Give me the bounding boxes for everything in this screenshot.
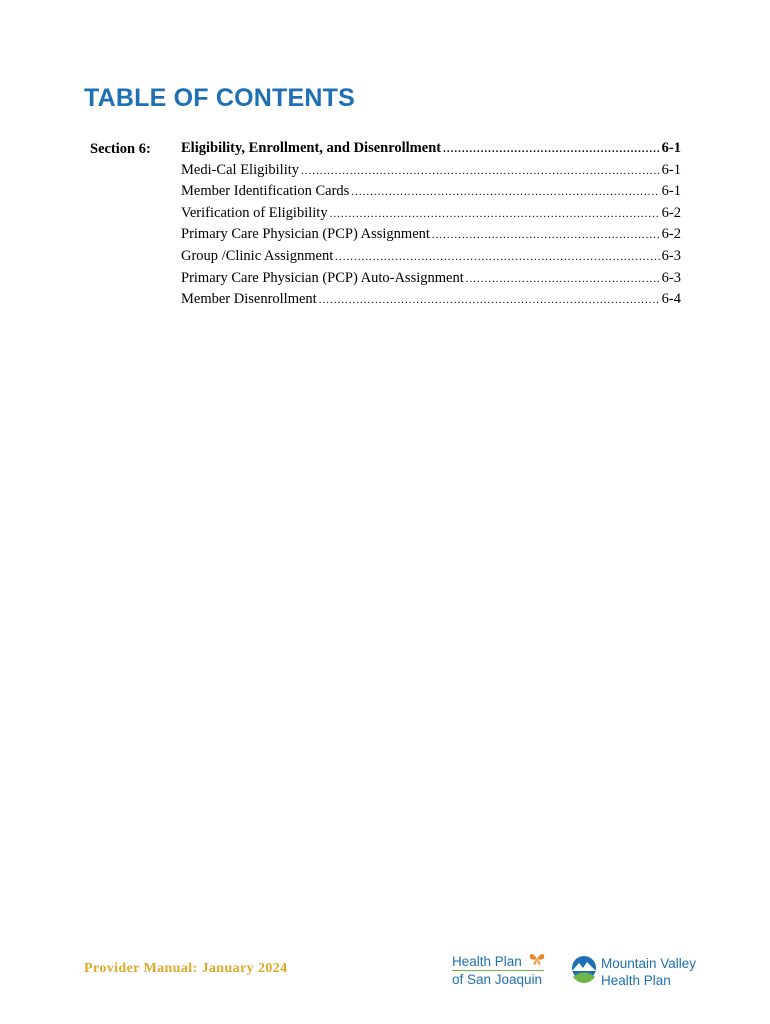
toc-entry[interactable] bbox=[181, 162, 681, 184]
toc-entry-label: Member Disenrollment bbox=[181, 291, 317, 308]
toc-entry-page: 6-1 bbox=[661, 140, 681, 156]
hpsj-logo bbox=[452, 950, 552, 990]
dot-leader bbox=[319, 294, 660, 306]
toc-entry[interactable] bbox=[181, 248, 681, 270]
toc-entry-page: 6-4 bbox=[661, 291, 681, 308]
mvhp-logo bbox=[570, 953, 700, 993]
toc-entry-label: Primary Care Physician (PCP) Assignment bbox=[181, 226, 430, 243]
toc-entry[interactable] bbox=[181, 140, 681, 162]
dot-leader bbox=[466, 273, 660, 285]
toc-title: TABLE OF CONTENTS bbox=[84, 84, 355, 112]
dot-leader bbox=[432, 229, 660, 241]
hpsj-logo-underline bbox=[452, 970, 544, 972]
toc-entry[interactable] bbox=[181, 226, 681, 248]
toc-entry-label: Medi-Cal Eligibility bbox=[181, 161, 300, 178]
toc-entry-label: Primary Care Physician (PCP) Auto-Assignment bbox=[181, 269, 464, 286]
hpsj-logo-line1: Health Plan bbox=[452, 954, 522, 969]
toc-entry-page: 6-3 bbox=[661, 247, 681, 264]
toc-entry[interactable] bbox=[181, 270, 681, 292]
toc-entry-label: Group /Clinic Assignment bbox=[181, 247, 334, 264]
hpsj-logo-line2: of San Joaquin bbox=[452, 972, 543, 987]
mvhp-logo-line1: Mountain Valley bbox=[601, 956, 697, 971]
toc-entry[interactable] bbox=[181, 183, 681, 205]
dot-leader bbox=[335, 251, 659, 263]
toc-entry-page: 6-1 bbox=[661, 183, 681, 200]
toc-entry-page: 6-1 bbox=[661, 161, 681, 178]
toc-entry[interactable] bbox=[181, 291, 681, 313]
toc-entry-label: Eligibility, Enrollment, and Disenrollment bbox=[181, 140, 442, 156]
dot-leader bbox=[330, 208, 660, 220]
toc-entry-label: Member Identification Cards bbox=[181, 183, 350, 200]
dot-leader bbox=[351, 186, 659, 198]
mvhp-logo-line2: Health Plan bbox=[601, 973, 671, 988]
section-label: Section 6: bbox=[90, 141, 151, 157]
mountain-icon bbox=[570, 955, 598, 987]
toc-entry[interactable] bbox=[181, 205, 681, 227]
toc-entry-page: 6-2 bbox=[661, 226, 681, 243]
toc-entries bbox=[181, 140, 681, 313]
dot-leader bbox=[301, 165, 660, 177]
toc-entry-page: 6-3 bbox=[661, 269, 681, 286]
toc-entry-page: 6-2 bbox=[661, 204, 681, 221]
footer-text: Provider Manual: January 2024 bbox=[84, 961, 288, 976]
dot-leader bbox=[443, 143, 660, 155]
toc-entry-label: Verification of Eligibility bbox=[181, 204, 328, 221]
butterfly-icon bbox=[528, 950, 546, 968]
